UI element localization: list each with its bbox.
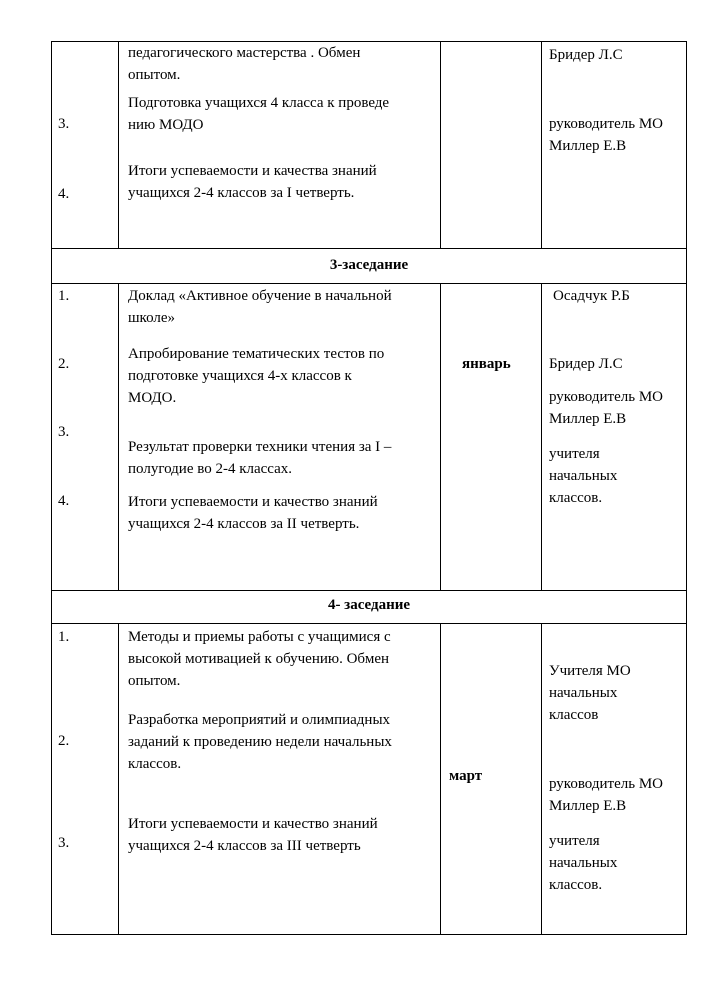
- responsible-person: Миллер Е.В: [549, 411, 627, 427]
- agenda-item-line: школе»: [128, 310, 176, 326]
- agenda-item-line: учащихся 2-4 классов за I четверть.: [128, 185, 355, 201]
- agenda-item-line: педагогического мастерства . Обмен: [128, 45, 361, 61]
- row-number: 2.: [58, 356, 70, 372]
- responsible-person: классов: [549, 707, 599, 723]
- agenda-item-line: нию МОДО: [128, 117, 204, 133]
- responsible-person: начальных: [549, 685, 618, 701]
- col-border: [541, 41, 542, 249]
- section-heading: 3-заседание: [329, 257, 409, 273]
- responsible-person: классов.: [549, 877, 603, 893]
- col-border: [118, 41, 119, 249]
- row-number: 1.: [58, 288, 70, 304]
- agenda-item-line: Апробирование тематических тестов по: [128, 346, 385, 362]
- agenda-item-line: подготовке учащихся 4-х классов к: [128, 368, 352, 384]
- col-border: [118, 283, 119, 591]
- col-border: [118, 623, 119, 935]
- agenda-item-line: Доклад «Активное обучение в начальной: [128, 288, 392, 304]
- agenda-item-line: МОДО.: [128, 390, 177, 406]
- meeting-month: март: [449, 768, 483, 784]
- responsible-person: начальных: [549, 855, 618, 871]
- agenda-item-line: опытом.: [128, 67, 181, 83]
- row-number: 3.: [58, 835, 70, 851]
- responsible-person: руководитель МО: [549, 389, 663, 405]
- col-border: [51, 41, 52, 935]
- responsible-person: Миллер Е.В: [549, 798, 627, 814]
- responsible-person: руководитель МО: [549, 776, 663, 792]
- agenda-item-line: Результат проверки техники чтения за I –: [128, 439, 392, 455]
- row-number: 2.: [58, 733, 70, 749]
- row-border: [51, 934, 687, 935]
- agenda-item-line: высокой мотивацией к обучению. Обмен: [128, 651, 390, 667]
- agenda-item-line: полугодие во 2-4 классах.: [128, 461, 293, 477]
- agenda-item-line: учащихся 2-4 классов за III четверть: [128, 838, 361, 854]
- col-border: [541, 623, 542, 935]
- responsible-person: учителя: [549, 833, 600, 849]
- agenda-item-line: Итоги успеваемости и качество знаний: [128, 816, 378, 832]
- row-number: 4.: [58, 493, 70, 509]
- row-number: 3.: [58, 424, 70, 440]
- responsible-person: классов.: [549, 490, 603, 506]
- agenda-item-line: Итоги успеваемости и качества знаний: [128, 163, 377, 179]
- section-heading: 4- заседание: [327, 597, 411, 613]
- responsible-person: начальных: [549, 468, 618, 484]
- agenda-item-line: заданий к проведению недели начальных: [128, 734, 392, 750]
- col-border: [686, 41, 687, 935]
- row-number: 3.: [58, 116, 70, 132]
- responsible-person: Миллер Е.В: [549, 138, 627, 154]
- agenda-item-line: классов.: [128, 756, 182, 772]
- agenda-item-line: Разработка мероприятий и олимпиадных: [128, 712, 391, 728]
- responsible-person: Учителя МО: [549, 663, 631, 679]
- row-border: [51, 623, 687, 624]
- responsible-person: руководитель МО: [549, 116, 663, 132]
- col-border: [440, 623, 441, 935]
- col-border: [440, 283, 441, 591]
- row-border: [51, 590, 687, 591]
- agenda-item-line: Методы и приемы работы с учащимися с: [128, 629, 391, 645]
- responsible-person: учителя: [549, 446, 600, 462]
- row-number: 4.: [58, 186, 70, 202]
- agenda-item-line: Подготовка учащихся 4 класса к проведе: [128, 95, 390, 111]
- row-border: [51, 248, 687, 249]
- agenda-item-line: опытом.: [128, 673, 181, 689]
- col-border: [541, 283, 542, 591]
- col-border: [440, 41, 441, 249]
- agenda-item-line: Итоги успеваемости и качество знаний: [128, 494, 378, 510]
- responsible-person: Бридер Л.С: [549, 356, 623, 372]
- responsible-person: Осадчук Р.Б: [553, 288, 630, 304]
- responsible-person: Бридер Л.С: [549, 47, 623, 63]
- row-number: 1.: [58, 629, 70, 645]
- meeting-month: январь: [462, 356, 511, 372]
- agenda-item-line: учащихся 2-4 классов за II четверть.: [128, 516, 360, 532]
- row-border: [51, 283, 687, 284]
